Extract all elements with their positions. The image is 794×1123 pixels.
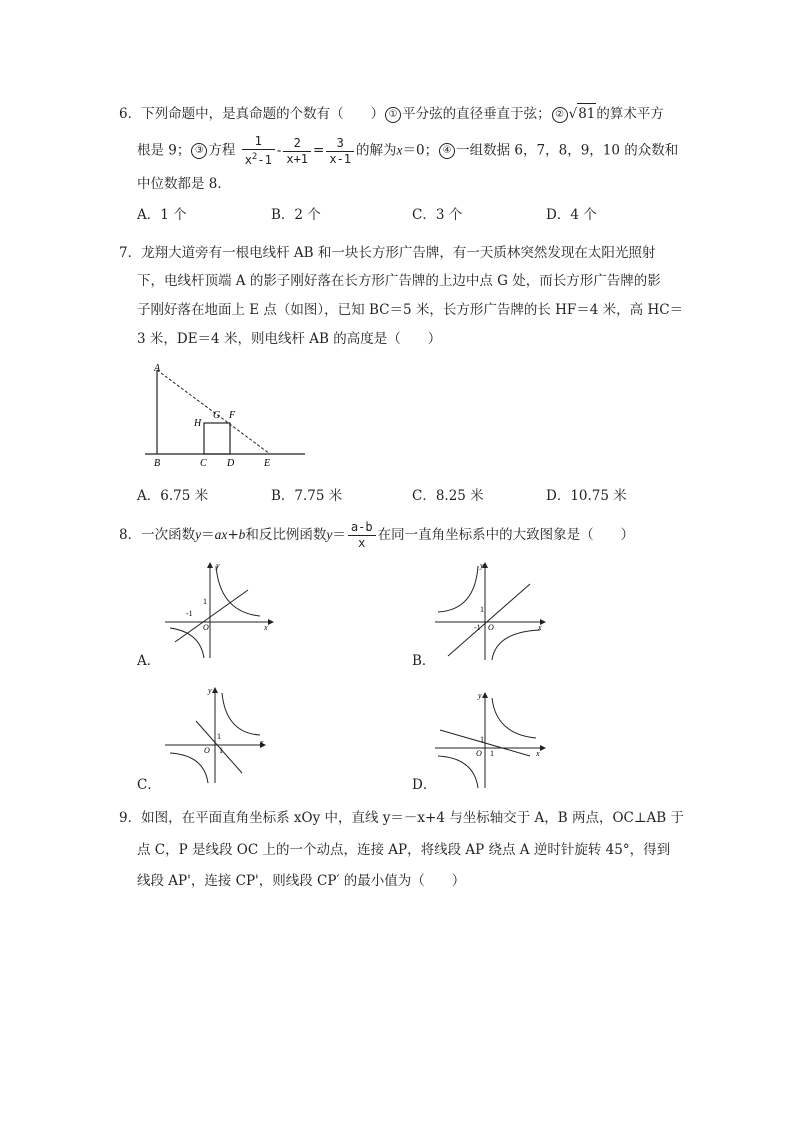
q6-option-a[interactable]: A．1 个 xyxy=(137,207,187,223)
var-y: y xyxy=(326,527,333,542)
q6-text: 一组数据 6，7，8，9，10 的众数和 xyxy=(456,142,679,159)
equals-sign: = xyxy=(313,142,325,159)
sqrt-symbol: √ xyxy=(568,106,578,122)
hyperbola-branch-2 xyxy=(170,753,208,783)
q9-line1 xyxy=(119,808,684,828)
q6-option-b[interactable]: B．2 个 xyxy=(271,207,321,223)
q6-option-d[interactable]: D．4 个 xyxy=(546,207,597,223)
graph-c xyxy=(160,685,275,787)
circle-num-4: ④ xyxy=(439,143,455,159)
fraction-denominator: x-1 xyxy=(329,151,352,166)
hyperbola-branch-1 xyxy=(492,698,536,738)
q6-text: 方程 xyxy=(208,142,236,159)
x-label: x xyxy=(538,623,542,632)
q6-text: 的解为 xyxy=(356,142,397,159)
plus-sign: + xyxy=(227,527,239,543)
q8-text: 和反比例函数 xyxy=(245,527,327,543)
q7-text: 龙翔大道旁有一根电线杆 AB 和一块长方形广告牌，有一天质林突然发现在太阳光照射 xyxy=(141,245,656,261)
label-h: H xyxy=(194,418,202,429)
q6-text: 的算术平方 xyxy=(596,106,664,122)
x-arrow-icon xyxy=(540,745,546,751)
sqrt-radicand: 81 xyxy=(577,103,596,124)
q8-text: 在同一直角坐标系中的大致图象是（ ） xyxy=(377,527,635,543)
graph-a xyxy=(160,562,275,662)
q8-number: 8． xyxy=(119,527,142,543)
q6-line2 xyxy=(137,134,678,168)
y-arrow-icon xyxy=(207,562,213,568)
x-label: x xyxy=(536,749,540,758)
tick-one: 1 xyxy=(217,732,221,741)
var-y: y xyxy=(195,527,202,542)
fraction-1 xyxy=(242,134,275,168)
q9-number: 9． xyxy=(119,810,142,826)
q7-figure xyxy=(145,362,315,472)
den-sup: 2 xyxy=(251,152,258,162)
q7-line3: 子刚好落在地面上 E 点（如图），已知 BC＝5 米，长方形广告牌的长 HF＝4 米，高 HC＝ xyxy=(137,302,684,318)
q6-line1 xyxy=(119,103,664,124)
linear-line xyxy=(448,584,530,656)
graph-b xyxy=(430,560,550,662)
hyperbola-branch-2 xyxy=(492,630,540,660)
label-e: E xyxy=(264,458,271,469)
q6-line3: 中位数都是 8． xyxy=(137,176,231,192)
hyperbola-branch-1 xyxy=(222,693,260,735)
q9-line2: 点 C，P 是线段 OC 上的一个动点，连接 AP，将线段 AP 绕点 A 逆时针旋转 45°，得到 xyxy=(137,842,671,858)
q6-text: 下列命题中，是真命题的个数有（ ） xyxy=(141,106,385,122)
fraction-numerator: a-b xyxy=(348,520,376,536)
q9-line3: 线段 AP'，连接 CP'，则线段 CP′ 的最小值为（ ） xyxy=(137,873,466,889)
q6-option-c[interactable]: C．3 个 xyxy=(412,207,463,223)
q7-line2: 下，电线杆顶端 A 的影子刚好落在长方形广告牌的上边中点 G 处，而长方形广告牌的影 xyxy=(137,273,661,289)
y-label: y xyxy=(208,686,212,695)
x-label: x xyxy=(264,623,268,632)
label-f: F xyxy=(229,410,236,421)
q7-line4: 3 米，DE＝4 米，则电线杆 AB 的高度是（ ） xyxy=(137,331,442,347)
fraction-numerator: 2 xyxy=(283,136,311,152)
q9-text: 如图，在平面直角坐标系 xOy 中，直线 y＝－x+4 与坐标轴交于 A，B 两点，OC⊥AB 于 xyxy=(141,810,685,826)
x-label: x xyxy=(260,738,264,747)
fraction-denominator xyxy=(242,150,275,168)
circle-num-2: ② xyxy=(552,107,568,123)
y-arrow-icon xyxy=(482,692,488,698)
q8-option-a[interactable]: A． xyxy=(137,653,161,669)
origin-label: O xyxy=(476,749,482,758)
q8-text: 一次函数 xyxy=(141,527,196,543)
var-b: b xyxy=(238,527,246,542)
tick-one: 1 xyxy=(480,735,484,744)
y-label: y xyxy=(480,561,484,570)
q8-text: ＝ xyxy=(332,527,346,543)
minus-sign: - xyxy=(276,142,282,159)
hyperbola-branch-2 xyxy=(438,756,478,788)
fraction-denominator: x xyxy=(358,536,366,550)
q8-option-b[interactable]: B． xyxy=(412,653,436,669)
q6-text: 平分弦的直径垂直于弦； xyxy=(402,106,551,122)
hyperbola-branch-2 xyxy=(170,628,204,658)
q7-option-c[interactable]: C．8.25 米 xyxy=(412,488,484,504)
label-g: G xyxy=(213,410,221,421)
q6-text: ＝0； xyxy=(402,142,439,159)
q7-line1 xyxy=(119,243,655,263)
x-arrow-icon xyxy=(268,619,274,625)
q7-option-b[interactable]: B．7.75 米 xyxy=(271,488,343,504)
tick-one-x: 1 xyxy=(490,749,494,758)
den-rest: -1 xyxy=(257,153,272,167)
fraction-numerator: 3 xyxy=(326,136,354,152)
var-ax: ax xyxy=(214,527,228,542)
origin-label: O xyxy=(203,623,209,632)
q8-line1 xyxy=(119,520,634,551)
q6-number: 6． xyxy=(119,106,142,122)
tick-one: 1 xyxy=(203,597,207,606)
label-b: B xyxy=(154,458,161,469)
circle-num-1: ① xyxy=(385,107,401,123)
den-var: x xyxy=(244,153,252,167)
y-label: y xyxy=(216,562,220,570)
y-arrow-icon xyxy=(212,687,218,693)
tick-one-x: 1 xyxy=(219,746,223,755)
fraction-ab-x xyxy=(348,520,376,551)
graph-d xyxy=(430,690,550,792)
origin-label: O xyxy=(204,746,210,755)
fraction-2 xyxy=(283,136,311,167)
q8-text: ＝ xyxy=(201,527,215,543)
label-a: A xyxy=(154,363,161,374)
q7-option-a[interactable]: A．6.75 米 xyxy=(137,488,209,504)
y-label: y xyxy=(478,691,482,700)
origin-label: O xyxy=(488,623,494,632)
q7-number: 7． xyxy=(119,245,142,261)
fraction-denominator: x+1 xyxy=(286,151,309,166)
q8-option-c[interactable]: C． xyxy=(137,777,161,793)
tick-neg-one: -1 xyxy=(186,609,193,618)
q6-text: 根是 9； xyxy=(137,142,191,159)
q8-option-d[interactable]: D． xyxy=(412,777,437,793)
hyperbola-branch-1 xyxy=(438,566,478,612)
fraction-numerator: 1 xyxy=(242,134,275,150)
label-d: D xyxy=(227,458,235,469)
q7-option-d[interactable]: D．10.75 米 xyxy=(546,488,627,504)
label-c: C xyxy=(200,458,207,469)
tick-one: 1 xyxy=(480,605,484,614)
fraction-3 xyxy=(326,136,354,167)
billboard-rect xyxy=(204,423,230,454)
circle-num-3: ③ xyxy=(191,143,207,159)
var-x: x xyxy=(396,142,403,158)
tick-neg-one: -1 xyxy=(474,623,481,632)
